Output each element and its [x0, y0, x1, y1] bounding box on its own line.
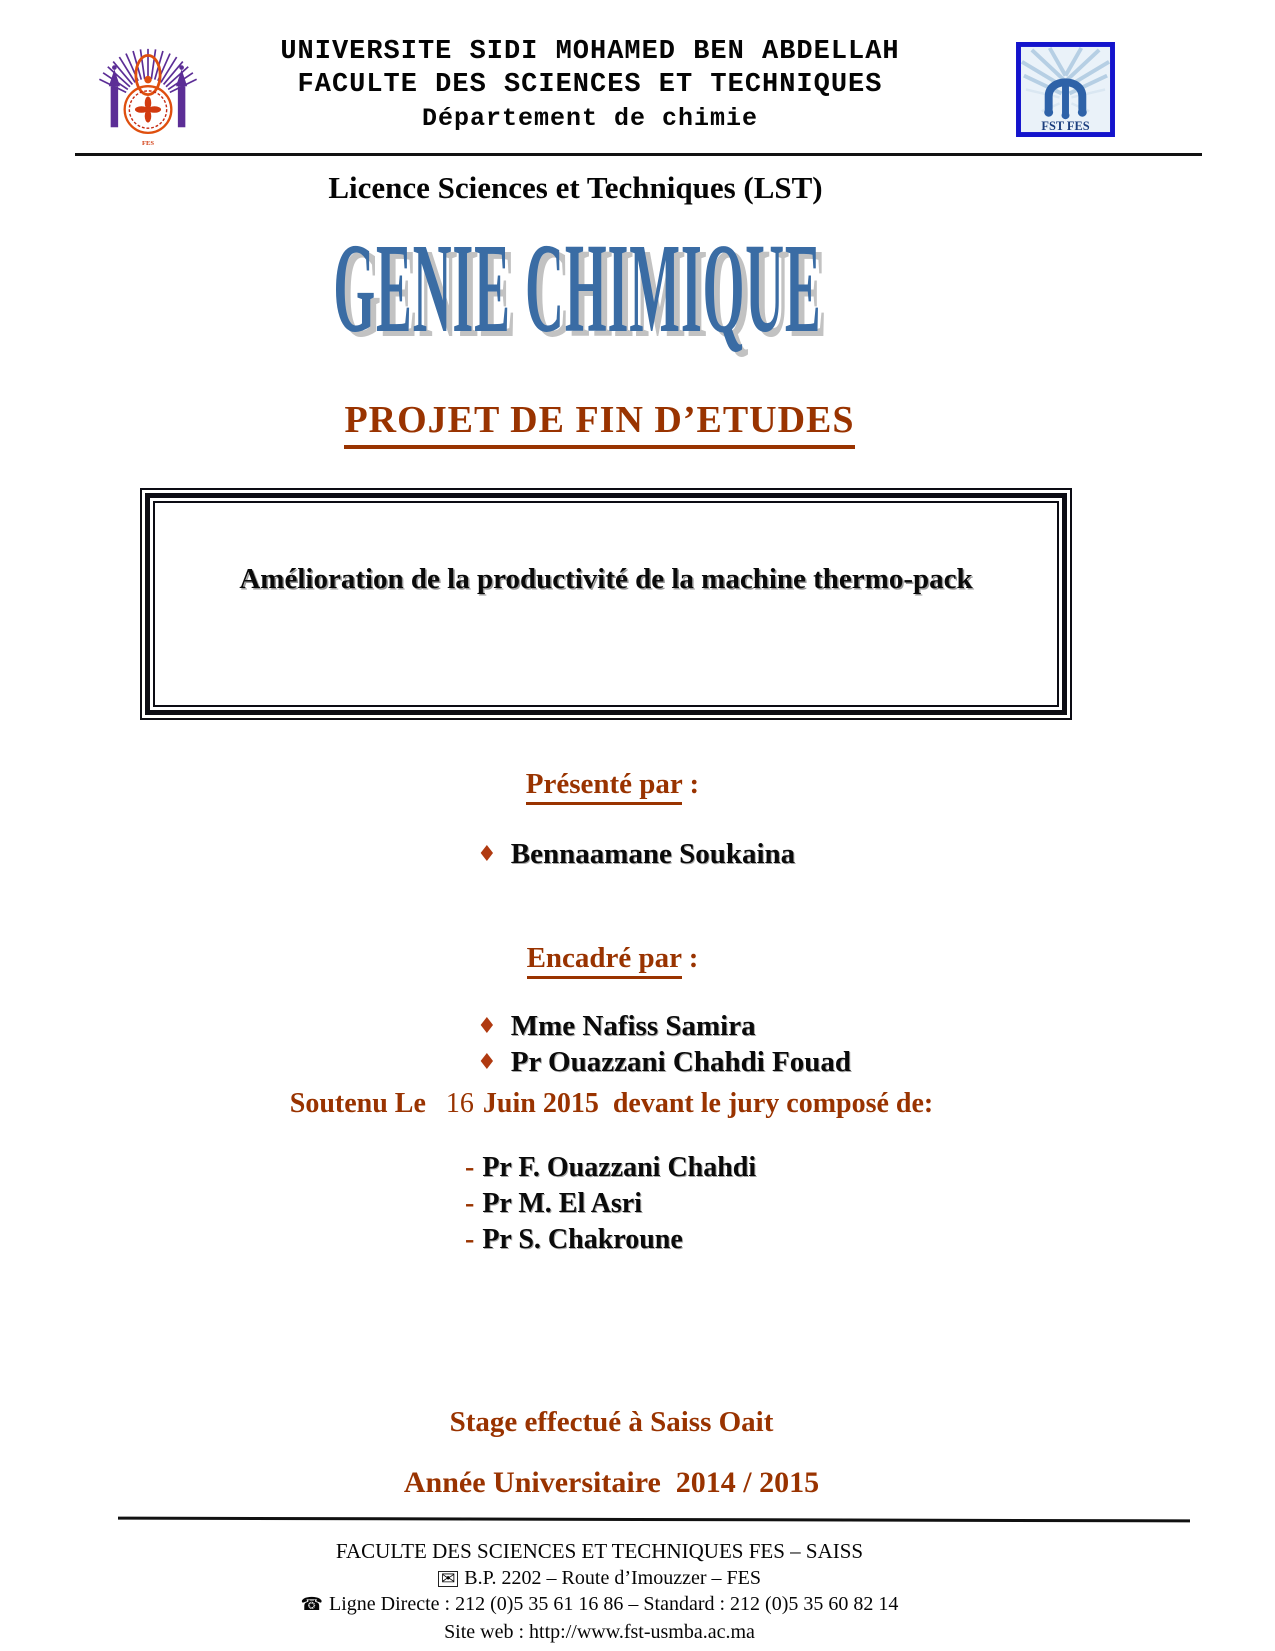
jury-member: [465, 1186, 756, 1222]
supervised-by-colon: :: [681, 942, 699, 974]
jury-member: [465, 1222, 756, 1258]
university-name: UNIVERSITE SIDI MOHAMED BEN ABDELLAH: [280, 37, 900, 67]
footer-address-text: B.P. 2202 – Route d’Imouzzer – FES: [464, 1566, 761, 1589]
jury-member: [465, 1150, 756, 1186]
pfe-heading: [0, 398, 1237, 442]
header-text-block: [280, 36, 900, 135]
usmba-emblem-icon: [92, 26, 204, 152]
licence-line: Licence Sciences et Techniques (LST): [328, 170, 823, 205]
presented-by-label-text: Présenté par: [526, 768, 683, 805]
phone-icon: ☎: [300, 1594, 324, 1615]
footer-phone-line: [0, 1591, 1237, 1619]
supervisor-1: Mme Nafiss Samira: [510, 1010, 756, 1042]
jury-dash: -: [465, 1224, 475, 1255]
defense-prefix: Soutenu Le: [289, 1088, 426, 1119]
faculty-name: FACULTE DES SCIENCES ET TECHNIQUES: [297, 70, 883, 100]
supervised-by-label-text: Encadré par: [527, 942, 682, 979]
supervisor-2: Pr Ouazzani Chahdi Fouad: [510, 1046, 852, 1078]
diamond-bullet-icon: ♦: [477, 842, 497, 867]
presented-by-label: [0, 768, 1250, 801]
footer-address-line: [0, 1565, 1237, 1592]
presented-by-name: [477, 838, 795, 871]
supervisor-name-2: [477, 1046, 851, 1079]
footer-phone-text: Ligne Directe : 212 (0)5 35 61 16 86 – Standard : 212 (0)5 35 60 82 14: [329, 1593, 899, 1615]
presented-by-colon: :: [682, 768, 700, 800]
mail-icon: ✉: [438, 1571, 458, 1587]
jury-dash: -: [465, 1152, 475, 1183]
project-title-box: [140, 488, 1072, 720]
svg-text:FES: FES: [142, 140, 154, 147]
jury-member-1: Pr F. Ouazzani Chahdi: [482, 1152, 757, 1183]
project-title-box-mid: [145, 493, 1067, 715]
supervised-by-label: [0, 942, 1250, 975]
footer-faculty-line: FACULTE DES SCIENCES ET TECHNIQUES FES – SAISS: [335, 1539, 864, 1563]
pfe-heading-text: PROJET DE FIN D’ETUDES: [344, 399, 854, 449]
usmba-emblem-logo: [92, 26, 204, 152]
defense-day: 16: [445, 1088, 474, 1119]
supervisor-name-1: [477, 1010, 756, 1043]
diamond-bullet-icon: ♦: [477, 1050, 497, 1075]
jury-dash: -: [465, 1188, 475, 1219]
department-name: Département de chimie: [421, 104, 759, 133]
student-name: Bennaamane Soukaina: [510, 838, 796, 870]
internship-line: Stage effectué à Saiss Oait: [449, 1406, 774, 1438]
jury-list: [465, 1150, 756, 1258]
footer-block: [0, 1538, 1237, 1645]
defense-month-year: Juin 2015: [482, 1088, 599, 1119]
fst-fes-label: FST FES: [1041, 119, 1090, 134]
fst-fes-logo: [1016, 42, 1115, 137]
genie-chimique-wordart: GENIE CHIMIQUE: [333, 217, 822, 359]
academic-year-line: Année Universitaire 2014 / 2015: [403, 1466, 820, 1499]
jury-member-2: Pr M. El Asri: [482, 1188, 643, 1219]
project-title: Amélioration de la productivité de la machine thermo-pack: [239, 563, 973, 595]
jury-member-3: Pr S. Chakroune: [482, 1224, 683, 1255]
fst-fes-icon: [1016, 42, 1115, 137]
header-divider: [75, 153, 1202, 156]
defense-suffix: devant le jury composé de:: [612, 1088, 934, 1119]
diamond-bullet-icon: ♦: [477, 1014, 497, 1039]
footer-divider: [118, 1517, 1190, 1523]
defense-date-line: [0, 1088, 1249, 1120]
project-title-box-inner: [153, 501, 1059, 707]
footer-website-line: Site web : http://www.fst-usmba.ac.ma: [444, 1620, 755, 1643]
